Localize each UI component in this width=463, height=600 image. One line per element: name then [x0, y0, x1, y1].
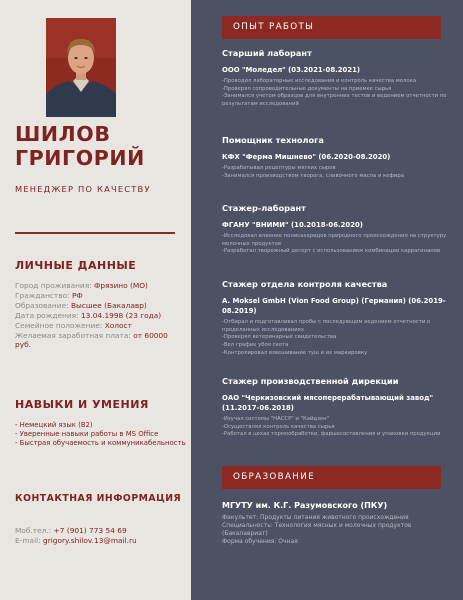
education-value: Высшее (Бакалавр): [70, 300, 147, 310]
job-title: Помощник технолога: [222, 135, 324, 145]
marital-label: Семейное положение:: [15, 320, 105, 330]
city-label: Город проживания:: [15, 281, 95, 290]
salary-value: от 60000 руб.: [15, 330, 168, 350]
position-title: МЕНЕДЖЕР ПО КАЧЕСТВУ: [15, 184, 151, 194]
job-company: ОАО "Черкизовский мясоперерабатывающий завод" (11.2017-06.2018): [222, 394, 434, 412]
profile-photo-image: [46, 18, 116, 117]
job-duties: -Отбирал и подготавливал пробы с последующим ведением отчетности о проделанных исследованиях -Проверял ветеринарные свидетельства -Вел график убоя скота -Контролировал взвешивание туш и их маркировку: [222, 319, 431, 356]
education-specialty: Специальность: Технология мясных и молочных продуктов (Бакалавриат): [222, 522, 412, 537]
job-title: Стажер отдела контроля качества: [222, 279, 388, 289]
job-entry: [222, 279, 452, 358]
job-company: ООО "Моледел" (03.2021-08.2021): [222, 66, 361, 74]
contacts-list: [15, 526, 187, 546]
first-name: ГРИГОРИЙ: [15, 146, 145, 170]
full-name: [15, 122, 145, 170]
city-value: Фрязино (МО): [94, 281, 148, 290]
skills-heading: НАВЫКИ И УМЕНИЯ: [15, 398, 149, 411]
email-value: grigory.shilov.13@mail.ru: [43, 536, 137, 546]
birthdate-label: Дата рождения:: [15, 310, 81, 320]
education-entry: [222, 500, 452, 546]
education-heading: ОБРАЗОВАНИЕ: [222, 466, 441, 489]
education-label: Образование:: [15, 300, 71, 310]
phone-value: +7 (901) 773 54 69: [53, 526, 127, 535]
email-label: E-mail:: [15, 536, 44, 546]
last-name: ШИЛОВ: [15, 122, 111, 146]
education-details: [222, 514, 452, 546]
job-entry: [222, 135, 452, 180]
birthdate-value: 13.04.1998 (23 года): [80, 310, 162, 320]
job-duties: -Проводил лабораторные исследования и контроль качества молока -Проверял сопроводительные документы на приемке сырья -Занимался учетом образцов для внутренних тестов и ведением отчетности по результатам исследований: [222, 78, 447, 108]
name-divider: [15, 232, 175, 234]
phone-label: Моб.тел.:: [15, 526, 54, 535]
salary-label: Желаемая заработная плата:: [15, 330, 134, 340]
marital-value: Холост: [104, 320, 132, 330]
profile-photo: [46, 18, 116, 117]
education-faculty: Факультет: Продукты питания животного происхождения: [222, 514, 409, 521]
job-company: A. Moksel GmbH (Vion Food Group) (Германия) (06.2019-08.2019): [222, 297, 446, 315]
citizenship-label: Гражданство:: [15, 290, 72, 300]
job-company: ФГАНУ "ВНИМИ" (10.2018-06.2020): [222, 221, 363, 229]
job-entry: [222, 376, 452, 439]
citizenship-value: РФ: [71, 290, 83, 300]
job-title: Старший лаборант: [222, 48, 312, 58]
job-duties: -Изучал системы "HACCP" и "Кайдзен" -Осуществлял контроль качества сырья -Работал в цехах термообработки, фаршесоставления и упаковки продукции: [222, 416, 441, 438]
personal-heading: ЛИЧНЫЕ ДАННЫЕ: [15, 259, 137, 272]
job-entry: [222, 203, 452, 256]
experience-heading: ОПЫТ РАБОТЫ: [222, 16, 441, 39]
contacts-heading: КОНТАКТНАЯ ИНФОРМАЦИЯ: [15, 493, 182, 504]
job-entry: [222, 48, 452, 109]
job-title: Стажер-лаборант: [222, 203, 306, 213]
job-title: Стажер производственной дирекции: [222, 376, 399, 386]
job-company: КФХ "Ферма Мишнево" (06.2020-08.2020): [222, 153, 391, 161]
education-institution: МГУТУ им. К.Г. Разумовского (ПКУ): [222, 501, 388, 510]
education-form: Форма обучения: Очная: [222, 538, 298, 545]
skills-list: [15, 421, 187, 449]
skill-item: - Уверенные навыки работы в MS Office: [15, 430, 159, 439]
skill-item: - Немецкий язык (В2): [15, 421, 93, 429]
job-duties: -Исследовал влияние полисахаридов природного происхождения на структуру молочных продуктов -Разработал творожный десерт с использованием комбинации каррагинанов: [222, 233, 447, 255]
job-duties: -Разрабатывал рецептуры мягких сыров -Занимался производством творога, сливочного масла и кефира: [222, 165, 404, 179]
skill-item: - Быстрая обучаемость и коммуникабельность: [15, 439, 186, 448]
personal-data: [15, 281, 185, 350]
